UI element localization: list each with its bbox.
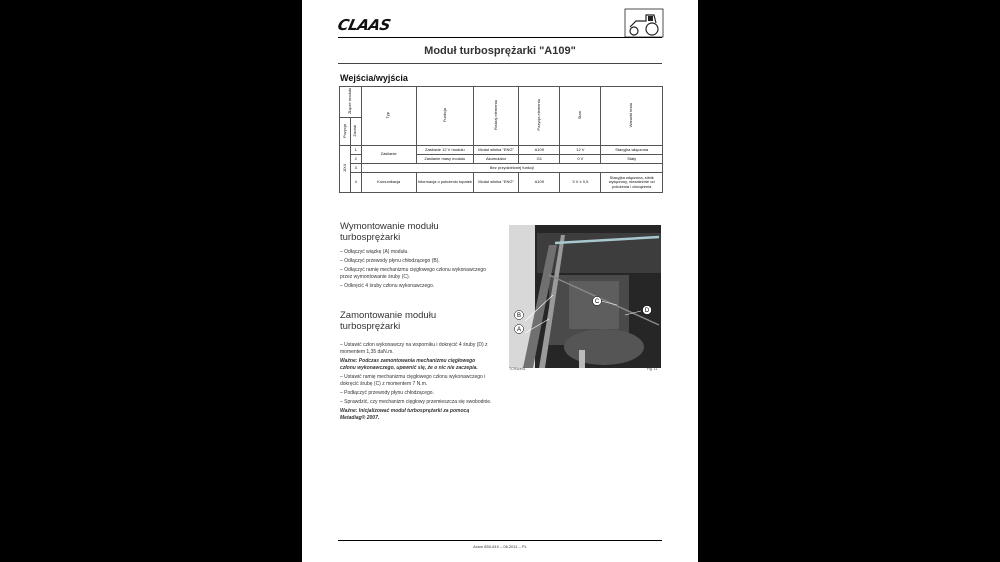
header-warunki-testu: Warunki testu [601, 87, 663, 146]
io-table [339, 86, 663, 193]
claas-logo: CLAAS [336, 16, 393, 34]
io-heading: Wejścia/wyjścia [340, 73, 408, 83]
footer-rule [338, 540, 662, 541]
header-funkcja: Funkcja [416, 87, 473, 146]
stan-cell: 12 V [560, 146, 601, 155]
zacisk-cell: 4 [350, 173, 361, 193]
table-row [340, 146, 663, 155]
svg-text:B: B [516, 313, 522, 320]
typ-cell: Zasilanie [361, 146, 416, 164]
title-rule [338, 63, 662, 64]
label-d-marker [643, 306, 652, 315]
header-stan: Stan [560, 87, 601, 146]
figure-number: Fig. 11 [647, 367, 658, 371]
warunki-cell: Stały [601, 155, 663, 164]
svg-text:A: A [516, 327, 522, 334]
svg-text:D: D [644, 308, 650, 315]
document-page [302, 0, 698, 562]
tractor-icon [624, 8, 664, 38]
stan-cell: 3 V ± 0,5 [560, 173, 601, 193]
funkcja-cell: Zasilanie masy modułu [416, 155, 473, 164]
step-text: – Odkręcić 4 śruby członu wykonawczego. [340, 282, 435, 289]
label-c-marker [593, 297, 602, 306]
svg-text:C: C [594, 299, 600, 306]
header-connector-group: Złącze modułu [340, 87, 362, 118]
header-pozycja-elementu: Pozycja elementu [519, 87, 560, 146]
typ-cell: Komunikacja [361, 173, 416, 193]
turbo-module-photo [509, 225, 661, 368]
warunki-cell: Stacyjka włączona [601, 146, 663, 155]
poz-cell: A109 [519, 146, 560, 155]
header-zacisk: Zacisk [350, 118, 361, 146]
step-text: – Podłączyć przewody płynu chłodzącego. [340, 390, 434, 396]
section-removal-title: Wymontowanie modułu turbosprężarki [340, 221, 439, 243]
step-text: – Odłączyć wiązkę (A) modułu. [340, 249, 409, 255]
warning-text: Ważne: Podczas zamontowania mechanizmu cięgłowego członu wykonawczego, upewnić się, że o nic nie zaczepia. [340, 358, 478, 372]
section-removal-steps [340, 249, 492, 291]
header-rodzaj-elementu: Rodzaj elementu [473, 87, 518, 146]
step-text: – Sprawdzić, czy mechanizm cięgłowy przemieszcza się swobodnie. [340, 398, 492, 405]
warunki-cell: Stacyjka włączona, silnik wyłączony, niezależnie od położenia i obciążenia [601, 173, 663, 193]
rodzaj-cell: Moduł silnika "ENG" [473, 146, 518, 155]
page-title: Moduł turbosprężarki "A109" [424, 45, 576, 57]
rodzaj-cell: Akumulator [473, 155, 518, 164]
zacisk-cell: 2 [350, 155, 361, 164]
header-pozycja: Pozycja [340, 118, 351, 146]
header-rule [338, 37, 662, 38]
poz-cell: G1 [519, 155, 560, 164]
table-row [340, 164, 663, 173]
pozycja-cell: J/X4 [340, 146, 351, 193]
section-install-steps [340, 342, 492, 424]
no-function-cell: Bez przydzielonej funkcji [361, 164, 662, 173]
rodzaj-cell: Moduł silnika "ENG" [473, 173, 518, 193]
table-row [340, 173, 663, 193]
zacisk-cell: 1 [350, 146, 361, 155]
step-text: – Odłączyć przewody płynu chłodzącego (B). [340, 257, 440, 264]
footer-text: Axion 850-810 – 06.2011 – PL [473, 544, 527, 549]
photo-illustration [509, 225, 661, 368]
step-text: – Odłączyć ramię mechanizmu cięgłowego członu wykonawczego przez wymontowanie śruby (C). [340, 266, 486, 280]
section-install-title: Zamontowanie modułu turbosprężarki [340, 310, 437, 332]
header-typ: Typ [361, 87, 416, 146]
step-text: – Ustawić ramię mechanizmu cięgłowego członu wykonawczego i dokręcić śrubę (C) z momentem 7 N.m. [340, 374, 486, 388]
warning-text: Ważne: Inicjalizować moduł turbosprężarki za pomocą Metadiag® 2007. [340, 407, 470, 421]
funkcja-cell: Zasilanie 12 V modułu [416, 146, 473, 155]
figure-code: TCR4ce01 [509, 367, 526, 371]
funkcja-cell: Informacja o położeniu łopatek [416, 173, 473, 193]
label-a-marker [515, 325, 524, 334]
step-text: – Ustawić człon wykonawczy na wsporniku i dokręcić 4 śruby (D) z momentem 1,35 daN.m. [340, 342, 488, 356]
label-b-marker [515, 311, 524, 320]
poz-cell: A109 [519, 173, 560, 193]
stan-cell: 0 V [560, 155, 601, 164]
zacisk-cell: 3 [350, 164, 361, 173]
